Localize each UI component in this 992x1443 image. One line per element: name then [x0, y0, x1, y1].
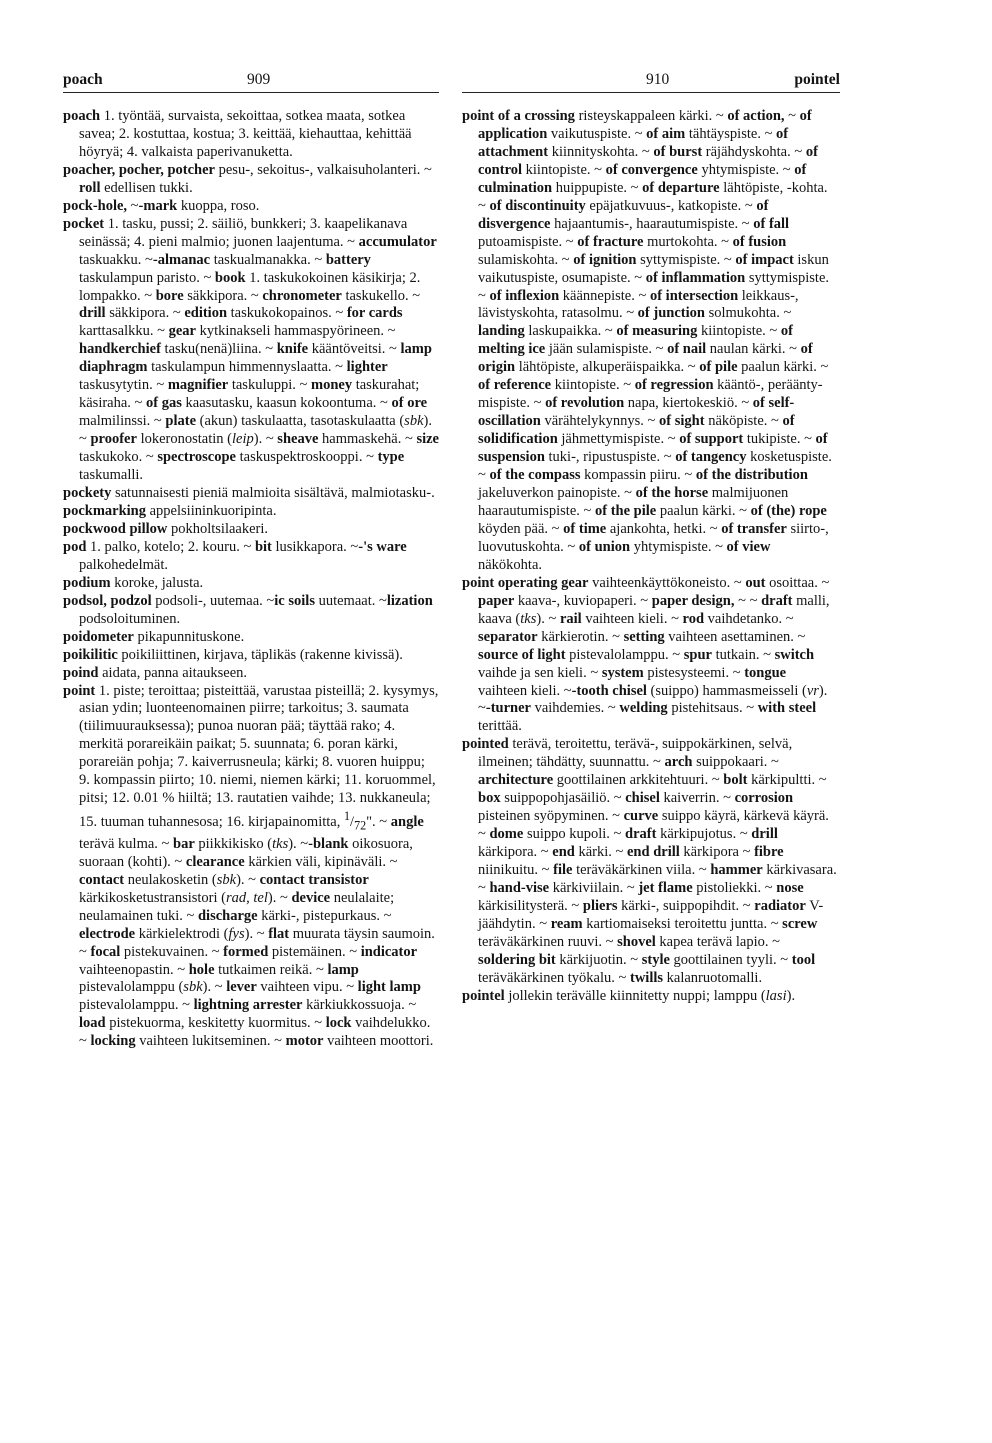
page-number-left: 909 [247, 71, 271, 88]
dictionary-entry: pod 1. palko, kotelo; 2. kouru. ~ bit lusikkapora. ~-'s ware palkohedelmät. [63, 538, 407, 573]
dictionary-entry: pointed terävä, teroitettu, terävä-, suippokärkinen, selvä, ilmeinen; tähdätty, suunnattu. ~ arch suippokaari. ~ architecture goottilainen arkkitehtuuri. ~ bolt kärkipultti. ~ box suippopohjasäiliö. ~ chisel kaiverrin. ~ corrosion pisteinen syöpyminen. ~ curve suippo käyrä, kärkevä käyrä. ~ dome suippo kupoli. ~ draft kärkipujotus. ~ drill kärkipora. ~ end kärki. ~ end drill kärkipora ~ fibre niinikuitu. ~ file teräväkärkinen viila. ~ hammer kärkivasara. ~ hand-vise kärkiviilain. ~ jet flame pistoliekki. ~ nose kärkisilitysterä. ~ pliers kärki-, suippopihdit. ~ radiator V-jäähdytin. ~ ream kartiomaiseksi teroitettu juntta. ~ screw teräväkärkinen ruuvi. ~ shovel kapea terävä lapio. ~ soldering bit kärkijuotin. ~ style goottilainen tyyli. ~ tool teräväkärkinen työkalu. ~ twills kalanruotomalli. [462, 736, 837, 986]
dictionary-entry: pock-hole, ~-mark kuoppa, roso. [63, 197, 260, 214]
dictionary-entry: poikilitic poikiliittinen, kirjava, täplikäs (rakenne kivissä). [63, 646, 403, 663]
dictionary-entry: pockmarking appelsiininkuoripinta. [63, 502, 277, 519]
dictionary-entry: point operating gear vaihteenkäyttökoneisto. ~ out osoittaa. ~ paper kaava-, kuviopaperi. ~ paper design, ~ ~ draft malli, kaava (tks). ~ rail vaihteen kieli. ~ rod vaihdetanko. ~ separator kärkierotin. ~ setting vaihteen asettaminen. ~ source of light pistevalolamppu. ~ spur tutkain. ~ switch vaihde ja sen kieli. ~ system pistesysteemi. ~ tongue vaihteen kieli. ~-tooth chisel (suippo) hammasmeisseli (vr). ~-turner vaihdemies. ~ welding pistehitsaus. ~ with steel terittää. [462, 574, 830, 735]
dictionary-entry: point 1. piste; teroittaa; pisteittää, varustaa pisteillä; 2. kysymys, asian ydin; luonteenomainen piirre; tarkoitus; 3. saumata (tiilimuurauksessa); punoa nuoran pää; täyttää rako; 4. merkitä porareikäin paikat; 5. suunnata; 6. poran kärki, porareiän pohja; 7. kaiverrusneula; kärki; 8. vuoren huippu; 9. kompassin piirto; 10. niemi, niemen kärki; 11. koruommel, pitsi; 12. 0.01 % hiiltä; 13. rautatien vaihde; 13. nukkaneula; 15. tuuman tuhannesosa; 16. kirjapainomitta, $^1/_{72}$". ~ angle terävä kulma. ~ bar piikkikisko (tks). ~-blank oikosuora, suoraan (kohti). ~ clearance kärkien väli, kipinäväli. ~ contact neulakosketin (sbk). ~ contact transistor kärkikosketustransistori (rad, tel). ~ device neulalaite; neulamainen tuki. ~ discharge kärki-, pistepurkaus. ~ electrode kärkielektrodi (fys). ~ flat muurata täysin saumoin. ~ focal pistekuvainen. ~ formed pistemäinen. ~ indicator vaihteenopastin. ~ hole tutkaimen reikä. ~ lamp pistevalolamppu (sbk). ~ lever vaihteen vipu. ~ light lamp pistevalolamppu. ~ lightning arrester kärkiukkossuoja. ~ load pistekuorma, keskitetty kuormitus. ~ lock vaihdelukko. ~ locking vaihteen lukitseminen. ~ motor vaihteen moottori. [63, 682, 439, 1050]
dictionary-entry: podium koroke, jalusta. [63, 574, 204, 591]
dictionary-entry: pocket 1. tasku, pussi; 2. säiliö, bunkkeri; 3. kaapelikanava seinässä; 4. pieni malmio; juonen laajentuma. ~ accumulator taskuakku. ~-almanac taskualmanakka. ~ battery taskulampun paristo. ~ book 1. taskukokoinen käsikirja; 2. lompakko. ~ bore säkkipora. ~ chronometer taskukello. ~ drill säkkipora. ~ edition taskukokopainos. ~ for cards karttasalkku. ~ gear kytkinakseli hammaspyörineen. ~ handkerchief tasku(nenä)liina. ~ knife kääntöveitsi. ~ lamp diaphragm taskulampun himmennyslaatta. ~ lighter taskusytytin. ~ magnifier taskuluppi. ~ money taskurahat; käsiraha. ~ of gas kaasutasku, kaasun kokoontuma. ~ of ore malmilinssi. ~ plate (akun) taskulaatta, tasotaskulaatta (sbk). ~ proofer lokeronostatin (leip). ~ sheave hammaskehä. ~ size taskukoko. ~ spectroscope taskuspektroskooppi. ~ type taskumalli. [63, 215, 439, 484]
dictionary-entry: point of a crossing risteyskappaleen kärki. ~ of action, ~ of application vaikutuspiste. ~ of aim tähtäyspiste. ~ of attachment kiinnityskohta. ~ of burst räjähdyskohta. ~ of control kiintopiste. ~ of convergence yhtymispiste. ~ of culmination huippupiste. ~ of departure lähtöpiste, -kohta. ~ of discontinuity epäjatkuvuus-, katkopiste. ~ of disvergence hajaantumis-, haarautumispiste. ~ of fall putoamispiste. ~ of fracture murtokohta. ~ of fusion sulamiskohta. ~ of ignition syttymispiste. ~ of impact iskun vaikutuspiste, osumapiste. ~ of inflammation syttymispiste. ~ of inflexion käännepiste. ~ of intersection leikkaus-, lävistyskohta, ratasolmu. ~ of junction solmukohta. ~ landing laskupaikka. ~ of measuring kiintopiste. ~ of melting ice jään sulamispiste. ~ of nail naulan kärki. ~ of origin lähtöpiste, alkuperäispaikka. ~ of pile paalun kärki. ~ of reference kiintopiste. ~ of regression kääntö-, perääntymispiste. ~ of revolution napa, kiertokeskiö. ~ of self-oscillation värähtelykynnys. ~ of sight näköpiste. ~ of solidification jähmettymispiste. ~ of support tukipiste. ~ of suspension tuki-, ripustuspiste. ~ of tangency kosketuspiste. ~ of the compass kompassin piiru. ~ of the distribution jakeluverkon painopiste. ~ of the horse malmijuonen haarautumispiste. ~ of the pile paalun kärki. ~ of (the) rope köyden pää. ~ of time ajankohta, hetki. ~ of transfer siirto-, luovutuskohta. ~ of union yhtymispiste. ~ of view näkökohta. [462, 108, 832, 573]
page-number-right: 910 [646, 71, 670, 88]
header-rule-left [63, 92, 439, 93]
dictionary-entry: poach 1. työntää, survaista, sekoittaa, sotkea maata, sotkea savea; 2. kostuttaa, kostua; 3. keittää, kiehauttaa, kehittää höyryä; 4. valkaista paperivanuketta. [63, 108, 412, 160]
header-rule-right [462, 92, 840, 93]
dictionary-entry: poind aidata, panna aitaukseen. [63, 664, 248, 681]
dictionary-entry: pockwood pillow pokholtsilaakeri. [63, 520, 269, 537]
dictionary-entry: pointel jollekin terävälle kiinnitetty nuppi; lamppu (lasi). [462, 987, 796, 1004]
running-head-left: poach [63, 71, 103, 88]
dictionary-entry: poacher, pocher, potcher pesu-, sekoitus-, valkaisuholanteri. ~ roll edellisen tukki. [63, 161, 432, 196]
column-right [462, 108, 838, 1006]
dictionary-entry: poidometer pikapunnituskone. [63, 628, 245, 645]
dictionary-entry: podsol, podzol podsoli-, uutemaa. ~ic soils uutemaat. ~lization podsoloituminen. [63, 592, 433, 627]
column-left [63, 108, 439, 1051]
dictionary-entry: pockety satunnaisesti pieniä malmioita sisältävä, malmiotasku-. [63, 485, 435, 502]
running-head-right: pointel [794, 71, 840, 88]
